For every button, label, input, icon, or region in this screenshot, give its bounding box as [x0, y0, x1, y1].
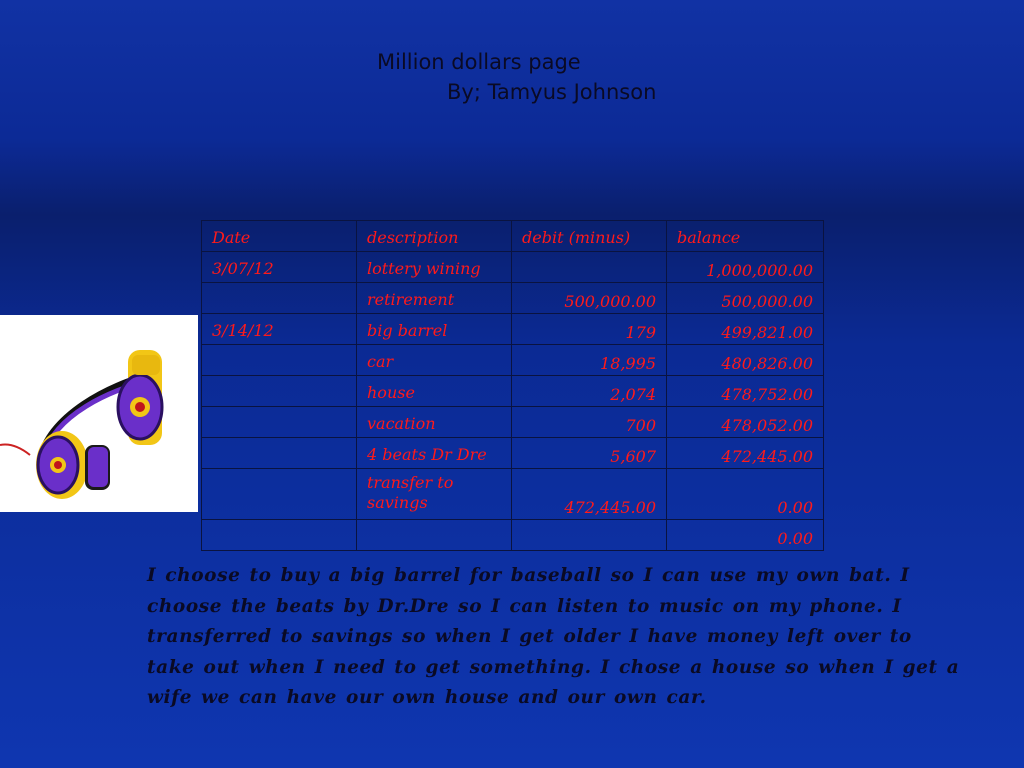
table-row	[202, 314, 824, 345]
row-debit: 5,607	[512, 438, 667, 469]
row-balance: 0.00	[667, 469, 824, 520]
row-date: 3/14/12	[202, 314, 357, 345]
row-date	[202, 520, 357, 551]
beats-headphones-icon	[0, 315, 198, 512]
row-debit	[512, 252, 667, 283]
table-header-row	[202, 221, 824, 252]
header-description: description	[357, 221, 512, 252]
row-debit: 472,445.00	[512, 469, 667, 520]
slide-title: Million dollars page	[377, 50, 581, 74]
row-debit: 500,000.00	[512, 283, 667, 314]
row-date	[202, 407, 357, 438]
row-date	[202, 469, 357, 520]
row-description: 4 beats Dr Dre	[357, 438, 512, 469]
row-description: big barrel	[357, 314, 512, 345]
table-row	[202, 520, 824, 551]
table-row	[202, 345, 824, 376]
row-balance: 0.00	[667, 520, 824, 551]
header-debit: debit (minus)	[512, 221, 667, 252]
row-debit: 700	[512, 407, 667, 438]
row-date	[202, 376, 357, 407]
headphones-photo	[0, 315, 198, 512]
row-description: transfer to savings	[357, 469, 512, 520]
row-date	[202, 345, 357, 376]
row-balance: 480,826.00	[667, 345, 824, 376]
row-debit: 2,074	[512, 376, 667, 407]
row-date: 3/07/12	[202, 252, 357, 283]
row-date	[202, 438, 357, 469]
row-balance: 500,000.00	[667, 283, 824, 314]
header-date: Date	[202, 221, 357, 252]
table-row	[202, 376, 824, 407]
row-description: vacation	[357, 407, 512, 438]
table-row	[202, 438, 824, 469]
row-balance: 499,821.00	[667, 314, 824, 345]
row-debit: 18,995	[512, 345, 667, 376]
row-date	[202, 283, 357, 314]
slide-author: By; Tamyus Johnson	[447, 80, 657, 104]
header-balance: balance	[667, 221, 824, 252]
table-row	[202, 469, 824, 520]
row-description: retirement	[357, 283, 512, 314]
row-debit: 179	[512, 314, 667, 345]
table-row	[202, 283, 824, 314]
row-balance: 472,445.00	[667, 438, 824, 469]
table-row	[202, 252, 824, 283]
row-description: house	[357, 376, 512, 407]
row-debit	[512, 520, 667, 551]
explanation-paragraph: I choose to buy a big barrel for baseball so I can use my own bat. I choose the beats by Dr.Dre so I can listen to music on my phone. I transferred to savings so when I get older I have money left over to take out when I need to get something. I chose a house so when I get a wife we can have our own house and our own car.	[147, 565, 960, 708]
row-balance: 478,752.00	[667, 376, 824, 407]
row-balance: 478,052.00	[667, 407, 824, 438]
budget-table	[201, 220, 824, 551]
row-balance: 1,000,000.00	[667, 252, 824, 283]
row-description: car	[357, 345, 512, 376]
row-description	[357, 520, 512, 551]
row-description: lottery wining	[357, 252, 512, 283]
table-row	[202, 407, 824, 438]
